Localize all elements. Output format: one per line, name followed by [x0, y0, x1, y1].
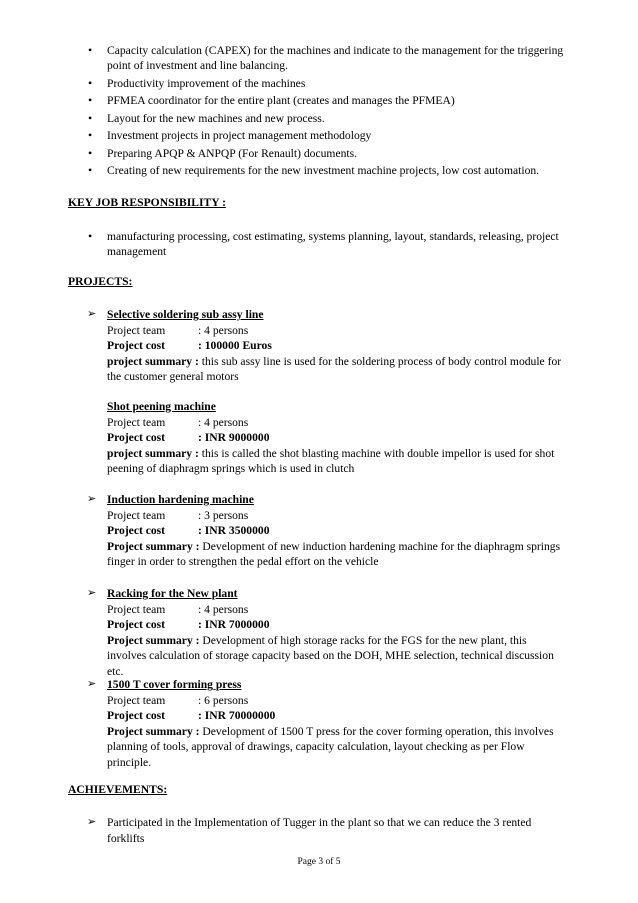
- project-team-label: Project team: [107, 415, 166, 429]
- achievement-item: Participated in the Implementation of Tugger in the plant so that we can reduce the 3 rented forklifts: [107, 816, 532, 845]
- project-team-value: : 4 persons: [198, 415, 249, 429]
- project-summary: [107, 446, 567, 477]
- project-summary-text: Development of high storage racks for the FGS for the new plant, this involves calculation of storage capacity based on the DOH, MHE selection, technical discussion etc.: [107, 633, 554, 678]
- project-cost-row: [107, 338, 567, 354]
- project-entry: [107, 586, 567, 679]
- project-summary: [107, 354, 567, 385]
- list-item: • Capacity calculation (CAPEX) for the machines and indicate to the management for the triggering point of investment and line balancing.: [0, 43, 638, 73]
- project-summary-text: this is called the shot blasting machine with double impellor is used for shot peening of diaphragm springs which is used in clutch: [107, 446, 555, 475]
- list-item: • Investment projects in project management methodology: [0, 128, 638, 143]
- project-cost-label: Project cost: [107, 709, 166, 722]
- project-cost-value: : INR 3500000: [198, 524, 270, 537]
- arrow-bullet-icon: ➢: [87, 587, 97, 599]
- project-team-row: [107, 602, 567, 618]
- project-title: 1500 T cover forming press: [107, 678, 242, 691]
- project-team-row: [107, 415, 567, 431]
- project-cost-value: : INR 70000000: [198, 709, 276, 722]
- project-entry: [107, 399, 567, 477]
- list-item: • Preparing APQP & ANPQP (For Renault) documents.: [0, 146, 638, 161]
- project-team-row: [107, 693, 567, 709]
- project-team-label: Project team: [107, 508, 166, 522]
- project-summary: [107, 539, 567, 570]
- project-title: Selective soldering sub assy line: [107, 308, 264, 321]
- arrow-bullet-icon: ➢: [87, 678, 97, 690]
- list-item: • Productivity improvement of the machines: [0, 76, 638, 91]
- project-cost-value: : INR 7000000: [198, 618, 270, 631]
- project-cost-row: [107, 617, 567, 633]
- project-summary-label: project summary :: [107, 354, 199, 368]
- list-item: • Creating of new requirements for the new investment machine projects, low cost automation.: [0, 163, 638, 178]
- project-summary-label: Project summary :: [107, 633, 200, 647]
- project-cost-row: [107, 523, 567, 539]
- project-cost-label: Project cost: [107, 524, 166, 537]
- key-job-heading: KEY JOB RESPONSIBILITY :: [68, 196, 226, 209]
- key-job-list: [0, 229, 638, 262]
- project-entry: [107, 677, 567, 770]
- project-team-value: : 6 persons: [198, 693, 249, 707]
- project-summary: [107, 633, 567, 680]
- project-summary-text: Development of 1500 T press for the cover forming operation, this involves planning of tools, approval of drawings, capacity calculation, layout checking as per Flow principle.: [107, 724, 554, 769]
- project-team-label: Project team: [107, 323, 166, 337]
- project-summary-text: this sub assy line is used for the soldering process of body control module for the customer general motors: [107, 354, 562, 383]
- project-team-row: [107, 508, 567, 524]
- list-item: • Layout for the new machines and new process.: [0, 111, 638, 126]
- project-cost-value: : INR 9000000: [198, 431, 270, 444]
- project-team-value: : 3 persons: [198, 508, 249, 522]
- project-cost-row: [107, 430, 567, 446]
- project-cost-label: Project cost: [107, 431, 166, 444]
- project-title: Racking for the New plant: [107, 587, 238, 600]
- project-entry: [107, 492, 567, 570]
- project-team-value: : 4 persons: [198, 323, 249, 337]
- project-entry: [107, 307, 567, 385]
- list-item: • manufacturing processing, cost estimating, systems planning, layout, standards, releasing, project management: [0, 229, 638, 259]
- project-summary-label: Project summary :: [107, 724, 200, 738]
- project-team-label: Project team: [107, 602, 166, 616]
- project-team-row: [107, 323, 567, 339]
- project-team-value: : 4 persons: [198, 602, 249, 616]
- page-number: Page 3 of 5: [297, 857, 341, 867]
- project-team-label: Project team: [107, 693, 166, 707]
- arrow-bullet-icon: ➢: [87, 493, 97, 505]
- project-cost-row: [107, 708, 567, 724]
- project-summary-text: Development of new induction hardening machine for the diaphragm springs finger in order to strengthen the pedal effort on the vehicle: [107, 539, 561, 568]
- arrow-bullet-icon: ➢: [87, 308, 97, 320]
- project-cost-label: Project cost: [107, 339, 166, 352]
- project-title: Shot peening machine: [107, 400, 216, 413]
- list-item: • PFMEA coordinator for the entire plant (creates and manages the PFMEA): [0, 93, 638, 108]
- achievements-heading: ACHIEVEMENTS:: [68, 783, 168, 796]
- project-cost-value: : 100000 Euros: [198, 339, 272, 352]
- project-summary: [107, 724, 567, 771]
- projects-heading: PROJECTS:: [68, 275, 133, 288]
- project-cost-label: Project cost: [107, 618, 166, 631]
- project-summary-label: Project summary :: [107, 539, 200, 553]
- project-title: Induction hardening machine: [107, 493, 254, 506]
- project-summary-label: project summary :: [107, 446, 199, 460]
- arrow-bullet-icon: ➢: [87, 816, 97, 828]
- responsibilities-list: [0, 43, 638, 181]
